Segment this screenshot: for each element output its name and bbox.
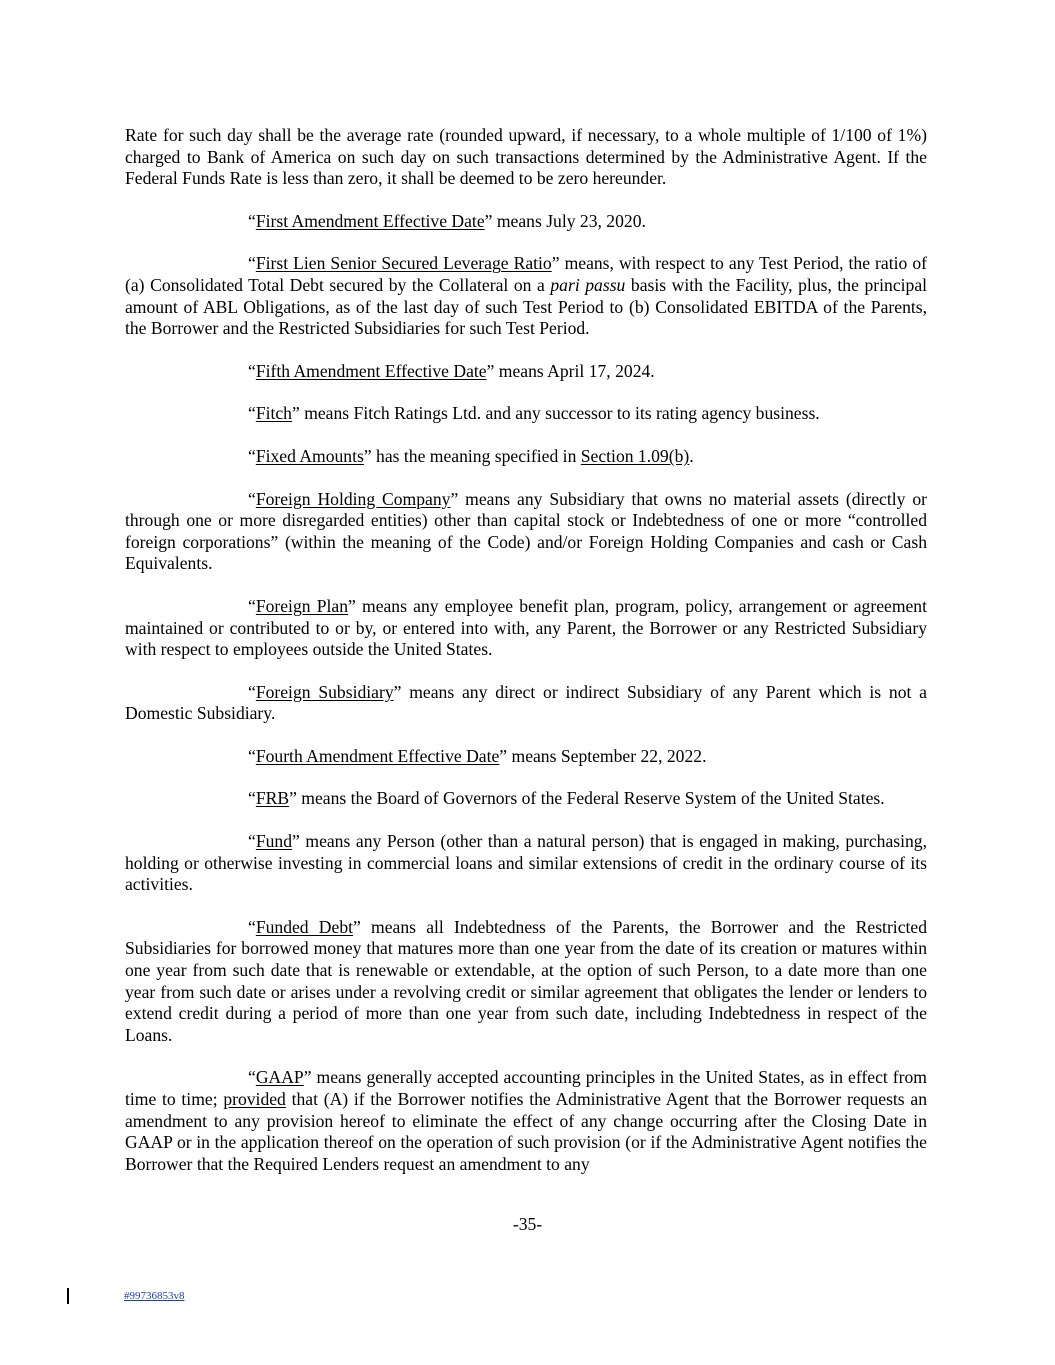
definition-text: ” means September 22, 2022.: [499, 745, 707, 766]
definition-fifth-amendment-effective-date: “Fifth Amendment Effective Date” means April 17, 2024.: [248, 360, 655, 381]
definition-fund: “Fund” means any Person (other than a natural person) that is engaged in making, purchasing, holding or otherwise investing in commercial loans and similar extensions of credit in the ordinary course of its activities.: [125, 831, 927, 895]
definition-text: that (A) if the Borrower notifies the Administrative Agent that the Borrower requests an amendment to any provision hereof to eliminate the effect of any change occurring after the Closing Date in GAAP or in the application thereof on the operation of such provision (or if the Administrative Agent notifies the Borrower that the Required Lenders request an amendment to any: [125, 1089, 927, 1174]
definition-text: ” means any direct or indirect Subsidiary of any Parent which is not a Domestic Subsidiary.: [125, 681, 927, 724]
defined-term: GAAP: [255, 1067, 304, 1088]
defined-term: First Amendment Effective Date: [255, 210, 485, 231]
definition-text: ” means any Subsidiary that owns no material assets (directly or through one or more disregarded entities) other than capital stock or Indebtedness of one or more “controlled foreign corporations” (within the meaning of the Code) and/or Foreign Holding Companies and cash or Cash Equivalents.: [125, 488, 927, 574]
definition-text: ” means the Board of Governors of the Federal Reserve System of the United States.: [289, 788, 885, 809]
defined-term: First Lien Senior Secured Leverage Ratio: [255, 253, 552, 274]
defined-term: Fixed Amounts: [255, 445, 364, 466]
definition-fixed-amounts: “Fixed Amounts” has the meaning specified in Section 1.09(b).: [248, 445, 694, 466]
definition-foreign-holding-company: “Foreign Holding Company” means any Subsidiary that owns no material assets (directly or through one or more disregarded entities) other than capital stock or Indebtedness of one or more “controlled foreign corporations” (within the meaning of the Code) and/or Foreign Holding Companies and cash or Cash Equivalents.: [125, 488, 927, 574]
definition-fitch: “Fitch” means Fitch Ratings Ltd. and any successor to its rating agency business.: [248, 403, 820, 424]
section-reference: Section 1.09(b): [580, 445, 690, 466]
definition-first-lien-ratio: “First Lien Senior Secured Leverage Ratio” means, with respect to any Test Period, the ratio of (a) Consolidated Total Debt secured by the Collateral on a pari passu basis with the Facility, plus, the principal amount of ABL Obligations, as of the last day of such Test Period to (b) Consolidated EBITDA of the Parents, the Borrower and the Restricted Subsidiaries for such Test Period.: [125, 253, 928, 339]
document-id-link[interactable]: #99736853v8: [124, 1290, 185, 1302]
defined-term: Foreign Plan: [255, 595, 349, 616]
paragraph-text: Rate for such day shall be the average rate (rounded upward, if necessary, to a whole multiple of 1/100 of 1%) charged to Bank of America on such day on such transactions determined by the Administrative Agent. If the Federal Funds Rate is less than zero, it shall be deemed to be zero hereunder.: [125, 125, 927, 189]
definition-foreign-plan: “Foreign Plan” means any employee benefit plan, program, policy, arrangement or agreement maintained or contributed to or by, or entered into with, any Parent, the Borrower or any Restricted Subsidiary with respect to employees outside the United States.: [125, 595, 927, 660]
definition-text: ” means April 17, 2024.: [486, 360, 655, 381]
definition-funded-debt: “Funded Debt” means all Indebtedness of the Parents, the Borrower and the Restricted Subsidiaries for borrowed money that matures more than one year from the date of its creation or matures within one year from such date that is renewable or extendable, at the option of such Person, to a date more than one year from such date or arises under a revolving credit or similar agreement that obligates the lender or lenders to extend credit during a period of more than one year from such date, including Indebtedness in respect of the Loans.: [125, 916, 927, 1045]
defined-term: Fund: [255, 831, 292, 852]
definition-first-amendment-effective-date: “First Amendment Effective Date” means July 23, 2020.: [248, 210, 646, 231]
definition-text-end: .: [689, 445, 694, 466]
defined-term: Funded Debt: [255, 916, 354, 937]
page-number: -35-: [512, 1214, 543, 1234]
definition-text: ” has the meaning specified in: [363, 445, 581, 466]
italic-phrase: pari passu: [550, 274, 626, 295]
defined-term: Fourth Amendment Effective Date: [255, 745, 500, 766]
definition-text: ” means any employee benefit plan, program, policy, arrangement or agreement maintained or contributed to or by, or entered into with, any Parent, the Borrower or any Restricted Subsidiary with respect to employees outside the United States.: [125, 595, 927, 660]
definition-foreign-subsidiary: “Foreign Subsidiary” means any direct or indirect Subsidiary of any Parent which is not a Domestic Subsidiary.: [125, 681, 927, 724]
definition-text: ” means generally accepted accounting principles in the United States, as in effect from time to time;: [125, 1067, 927, 1109]
defined-term: Foreign Subsidiary: [255, 681, 394, 702]
defined-term: Fitch: [255, 403, 292, 424]
definition-frb: “FRB” means the Board of Governors of the Federal Reserve System of the United States.: [248, 788, 885, 809]
revision-margin-bar: [67, 1288, 69, 1304]
defined-term: Foreign Holding Company: [255, 488, 451, 509]
definition-fourth-amendment-effective-date: “Fourth Amendment Effective Date” means September 22, 2022.: [248, 745, 707, 766]
definition-text: ” means July 23, 2020.: [484, 210, 646, 231]
definition-text: ” means any Person (other than a natural person) that is engaged in making, purchasing, holding or otherwise investing in commercial loans and similar extensions of credit in the ordinary course of its activities.: [125, 831, 927, 895]
definition-text: basis with the Facility, plus, the principal amount of ABL Obligations, as of the last day of such Test Period to (b) Consolidated EBITDA of the Parents, the Borrower and the Restricted Subsidiaries for such Test Period.: [125, 274, 928, 339]
definition-text: ” means Fitch Ratings Ltd. and any successor to its rating agency business.: [291, 403, 820, 424]
paragraph-federal-funds-continued: [125, 125, 927, 190]
defined-term: FRB: [255, 788, 290, 809]
definition-text: ” means, with respect to any Test Period, the ratio of (a) Consolidated Total Debt secured by the Collateral on a: [125, 253, 927, 295]
definition-text: ” means all Indebtedness of the Parents, the Borrower and the Restricted Subsidiaries for borrowed money that matures more than one year from the date of its creation or matures within one year from such date that is renewable or extendable, at the option of such Person, to a date more than one year from such date or arises under a revolving credit or similar agreement that obligates the lender or lenders to extend credit during a period of more than one year from such date, including Indebtedness in respect of the Loans.: [125, 916, 927, 1045]
document-body: [125, 125, 927, 1175]
defined-term: Fifth Amendment Effective Date: [255, 360, 487, 381]
definition-gaap: “GAAP” means generally accepted accounting principles in the United States, as in effect from time to time; provided that (A) if the Borrower notifies the Administrative Agent that the Borrower requests an amendment to any provision hereof to eliminate the effect of any change occurring after the Closing Date in GAAP or in the application thereof on the operation of such provision (or if the Administrative Agent notifies the Borrower that the Required Lenders request an amendment to any: [125, 1067, 927, 1174]
provided-term: provided: [223, 1089, 286, 1109]
